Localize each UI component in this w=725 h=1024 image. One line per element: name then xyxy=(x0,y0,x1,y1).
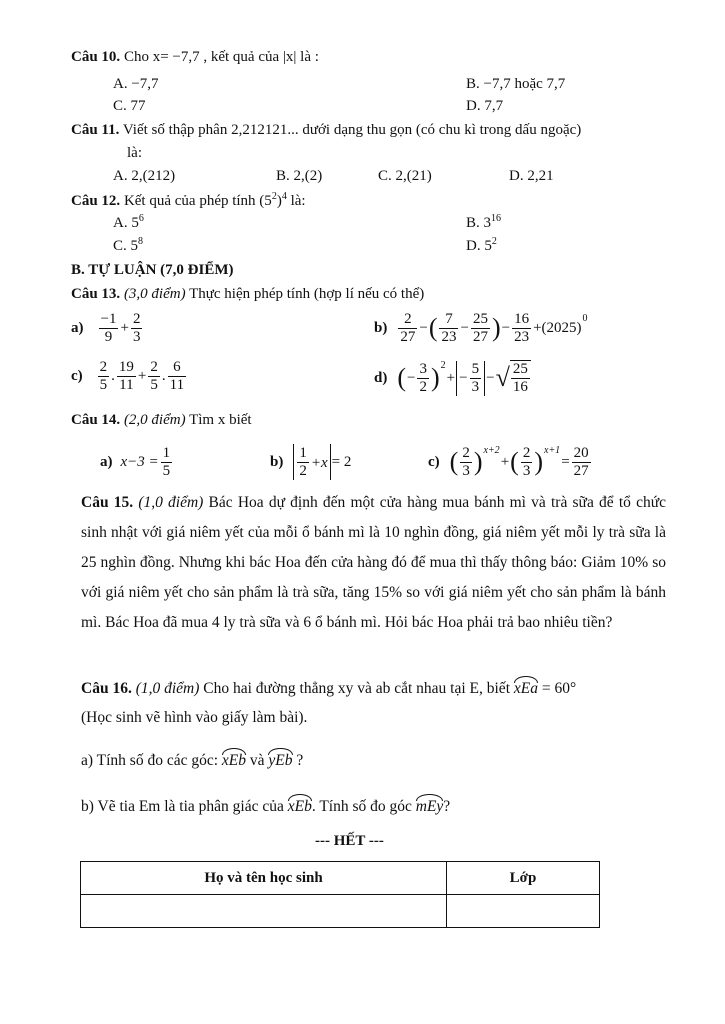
q13c-frac4-den: 11 xyxy=(169,376,185,393)
q13b-paren-close: ) xyxy=(491,313,501,342)
q13c-dot1: . xyxy=(111,368,115,384)
q14a-frac xyxy=(161,445,173,480)
q13a-frac1-den: 9 xyxy=(104,328,113,345)
q14c-op: + xyxy=(500,454,510,470)
q13d-frac1-den: 2 xyxy=(419,378,427,395)
q16-points: (1,0 điểm) xyxy=(135,680,200,697)
q13b-frac4-den: 23 xyxy=(514,328,530,345)
q13a xyxy=(71,308,143,348)
q11-option-c: C. 2,(21) xyxy=(378,168,432,184)
q13c-frac3 xyxy=(148,359,160,394)
q12-sup1: 2 xyxy=(271,191,277,202)
q13c-frac4 xyxy=(168,359,186,394)
q12-option-a-exp: 6 xyxy=(138,213,144,224)
q13c xyxy=(71,355,187,397)
q13c-frac2-num: 19 xyxy=(118,358,134,375)
q16a-q: ? xyxy=(296,752,304,769)
q13d-frac3-num: 25 xyxy=(512,361,528,377)
radical-icon: √ xyxy=(495,363,510,392)
q13b-op1: − xyxy=(419,320,428,336)
q14-points: (2,0 điểm) xyxy=(123,412,186,428)
q13d-frac1-num: 3 xyxy=(419,360,427,377)
q16a-line xyxy=(81,748,303,770)
q13a-frac2-num: 2 xyxy=(132,310,141,327)
q12-line xyxy=(71,192,306,210)
q12-option-a xyxy=(113,214,144,232)
q14a-frac-num: 1 xyxy=(162,444,171,461)
q12-option-d-exp: 2 xyxy=(491,236,497,247)
q13b-frac1 xyxy=(398,311,417,346)
q14b-abs xyxy=(293,444,330,480)
q11-label: Câu 11. xyxy=(71,122,120,138)
q16-line xyxy=(81,676,576,698)
q14b-rest: +x xyxy=(310,454,328,471)
table-row xyxy=(81,895,600,928)
q12-text-mid: ) xyxy=(276,193,282,209)
table-header-name: Họ và tên học sinh xyxy=(81,862,447,895)
q14c-frac2-num: 2 xyxy=(522,444,531,461)
q14c-expr: ( $\frac{2}{3}$ ) x+2 + ( $\frac{2}{3}$ ) x+1 = $\frac{20}{27}$ xyxy=(449,444,589,479)
q12-text-after: là: xyxy=(286,193,306,209)
q13a-frac1-num: −1 xyxy=(100,310,117,327)
q12-option-c xyxy=(113,237,143,255)
q12-label: Câu 12. xyxy=(71,193,121,209)
q13b-frac4 xyxy=(512,311,531,346)
table-header-class: Lớp xyxy=(447,862,600,895)
q16b-angle2: mEy xyxy=(416,794,444,816)
q13d-abs xyxy=(456,361,485,396)
q13c-frac1 xyxy=(98,359,110,394)
q14b-frac xyxy=(297,445,309,480)
q16b-text: b) Vẽ tia Em là tia phân giác của xyxy=(81,798,284,815)
q13b-op3: − xyxy=(501,320,511,336)
q13d-neg2: − xyxy=(459,370,468,386)
q12-option-c-letter: C. xyxy=(113,238,127,254)
q13c-frac3-den: 5 xyxy=(150,376,158,393)
q12-option-d-base: 5 xyxy=(484,238,492,254)
q13b-frac1-den: 27 xyxy=(400,328,416,345)
q13b-frac2 xyxy=(439,311,458,346)
q13-points: (3,0 điểm) xyxy=(123,286,186,302)
q13b-op2: − xyxy=(460,320,469,336)
q10-option-d: D. 7,7 xyxy=(466,98,504,114)
q14a-frac-den: 5 xyxy=(162,462,171,479)
q14c-paren1-close: ) xyxy=(473,447,483,476)
q14c-frac2-den: 3 xyxy=(522,462,531,479)
q13b-frac2-den: 23 xyxy=(441,328,457,345)
q13a-expr xyxy=(98,311,144,346)
q13b-label: b) xyxy=(374,320,388,336)
q13c-op: + xyxy=(137,368,147,384)
q13d-frac3 xyxy=(511,361,530,396)
q14b xyxy=(270,440,351,484)
q16b-mid: . Tính số đo góc xyxy=(311,798,412,815)
q10-option-b: B. −7,7 hoặc 7,7 xyxy=(466,76,566,92)
q12-option-c-base: 5 xyxy=(130,238,139,254)
q13c-frac2-den: 11 xyxy=(119,376,134,393)
q13b-expr: $\frac{2}{27}$ − ( $\frac{7}{23}$ − $\frac{25}{27}$ ) − $\frac{16}{23}$ +(2025) 0 xyxy=(400,310,588,345)
q13d-sqrt xyxy=(496,360,531,396)
q13a-op: + xyxy=(120,320,129,336)
q13b-paren-open: ( xyxy=(428,313,438,342)
q13c-frac2 xyxy=(117,359,136,394)
q13c-frac4-num: 6 xyxy=(168,359,186,377)
q12-option-b-exp: 16 xyxy=(491,213,502,224)
q15-paragraph xyxy=(81,488,666,638)
q13d-label: d) xyxy=(374,370,388,386)
q14a-label: a) xyxy=(100,454,113,470)
q12-option-b xyxy=(466,214,501,232)
q13c-frac1-den: 5 xyxy=(99,376,108,393)
q14c-frac3-den: 27 xyxy=(573,462,589,479)
q14b-label: b) xyxy=(270,454,284,470)
q15-points: (1,0 điểm) xyxy=(138,494,204,511)
q16a-and: và xyxy=(249,752,265,769)
q13d-neg: − xyxy=(407,370,416,386)
q13a-frac2-den: 3 xyxy=(132,328,141,345)
q12-sup2: 4 xyxy=(281,191,287,202)
q10-option-c: C. 77 xyxy=(113,98,146,114)
q11-option-d: D. 2,21 xyxy=(509,168,554,184)
q13b-frac3-num: 25 xyxy=(472,310,488,327)
q13c-frac1-num: 2 xyxy=(99,358,108,375)
q12-option-a-letter: A. xyxy=(113,215,128,231)
q11-option-a: A. 2,(212) xyxy=(113,168,176,184)
q13a-label: a) xyxy=(71,320,84,336)
q16a-angle1: xEb xyxy=(222,748,246,770)
q14c-frac1-den: 3 xyxy=(462,462,470,479)
q13c-frac3-num: 2 xyxy=(150,358,158,375)
q16-angle-value: = 60° xyxy=(541,680,577,697)
q10-label: Câu 10. xyxy=(71,49,121,65)
q13d-frac2-den: 3 xyxy=(471,378,480,395)
q14-label: Câu 14. xyxy=(71,412,121,428)
q16b-angle1: xEb xyxy=(288,794,312,816)
q14b-frac-num: 1 xyxy=(299,445,307,461)
q13b-frac1-num: 2 xyxy=(398,311,417,329)
q13b xyxy=(374,308,588,348)
q13c-label: c) xyxy=(71,368,83,384)
q13c-expr xyxy=(97,359,187,394)
table-header-row xyxy=(81,862,600,895)
q16-angle-given: xEa xyxy=(514,676,538,698)
q10-line xyxy=(71,48,319,66)
q13b-frac2-num: 7 xyxy=(439,311,458,329)
q12-option-b-base: 3 xyxy=(483,215,492,231)
q11-text: Viết số thập phân 2,212121... dưới dạng thu gọn (có chu kì trong dấu ngoặc) xyxy=(122,122,582,138)
q14-text: Tìm x biết xyxy=(189,412,252,428)
q13d xyxy=(374,355,531,401)
q13d-op1: + xyxy=(446,370,456,386)
q14b-expr xyxy=(293,444,351,480)
q13b-frac4-num: 16 xyxy=(514,310,530,327)
q13a-frac2 xyxy=(131,311,143,346)
q16-text: Cho hai đường thẳng xy và ab cắt nhau tại E, biết xyxy=(203,680,510,697)
q14c-frac3 xyxy=(572,445,591,480)
q14c-frac1 xyxy=(460,445,472,480)
q14b-frac-den: 2 xyxy=(299,463,307,479)
q14a xyxy=(100,440,173,484)
q14b-rhs: = 2 xyxy=(331,454,352,470)
q13b-frac3-den: 27 xyxy=(472,328,488,345)
q13-text: Thực hiện phép tính (hợp lí nếu có thể) xyxy=(189,286,425,302)
q14-line xyxy=(71,411,252,429)
q14c-paren2-close: ) xyxy=(534,447,543,476)
q16a-angle2: yEb xyxy=(268,748,292,770)
q15-label: Câu 15. xyxy=(81,494,134,511)
q14c-frac2 xyxy=(521,445,533,480)
q15-text: Bác Hoa dự định đến một cửa hàng mua bánh mì và trà sữa để tổ chức sinh nhật với giá niêm yết của mỗi ổ bánh mì là 10 nghìn đồng, giá niêm yết mỗi ly trà sữa là 25 nghìn đồng. Nhưng khi bác Hoa đến cửa hàng đó để mua thì thấy thông báo: Giảm 10% so với giá niêm yết cho sản phẩm là trà sữa, tăng 15% so với giá niêm yết cho sản phẩm là bánh mì. Bác Hoa đã mua 4 ly trà sữa và 6 ổ bánh mì. Hỏi bác Hoa phải trả bao nhiêu tiền? xyxy=(81,494,666,631)
q14c-label: c) xyxy=(428,454,440,470)
q14c xyxy=(428,438,592,486)
q13-label: Câu 13. xyxy=(71,286,121,302)
q12-text-before: Kết quả của phép tính (5 xyxy=(123,193,272,209)
q10-option-a: A. −7,7 xyxy=(113,76,159,92)
q14c-paren1-open: ( xyxy=(449,447,459,476)
q11-line xyxy=(71,121,581,139)
q14c-paren2-open: ( xyxy=(510,447,519,476)
q16a-text: a) Tính số đo các góc: xyxy=(81,752,219,769)
student-class-cell[interactable] xyxy=(447,895,600,928)
q14a-expr xyxy=(121,445,174,480)
q13d-frac3-den: 16 xyxy=(512,379,528,395)
q14a-lhs: x−3 = xyxy=(120,454,159,470)
q13d-paren-open: ( xyxy=(397,363,407,392)
q16-label: Câu 16. xyxy=(81,680,132,697)
q12-option-d-letter: D. xyxy=(466,238,481,254)
q14c-eq: = xyxy=(561,454,570,470)
q16b-line xyxy=(81,794,450,816)
q14c-frac3-num: 20 xyxy=(573,444,589,461)
q13d-paren-close: ) xyxy=(430,363,440,392)
student-name-cell[interactable] xyxy=(81,895,447,928)
end-marker: --- HẾT --- xyxy=(315,833,384,849)
q14c-frac1-num: 2 xyxy=(462,444,470,461)
q13d-op2: − xyxy=(486,370,495,386)
q11-text2: là: xyxy=(127,145,142,161)
q13b-frac3 xyxy=(471,311,490,346)
q12-option-b-letter: B. xyxy=(466,215,480,231)
q13a-frac1 xyxy=(99,311,119,346)
q10-text: Cho x= −7,7 , kết quả của |x| là : xyxy=(123,49,319,65)
q12-option-d xyxy=(466,237,497,255)
q11-option-b: B. 2,(2) xyxy=(276,168,323,184)
q13b-tail: +(2025) xyxy=(533,320,582,336)
q12-option-c-exp: 8 xyxy=(138,236,144,247)
q13d-frac2-num: 5 xyxy=(471,360,480,377)
q16-note: (Học sinh vẽ hình vào giấy làm bài). xyxy=(81,709,308,726)
q13d-frac2 xyxy=(470,361,482,396)
q13c-dot2: . xyxy=(161,368,166,384)
q13d-expr: ( − $\frac{3}{2}$ ) 2 + − $\frac{5}{3}$ − √ $\frac{25}{16}$ xyxy=(397,360,531,396)
q16b-q: ? xyxy=(443,798,451,815)
student-info-table xyxy=(80,861,600,928)
q13-line xyxy=(71,285,424,303)
q13d-frac1 xyxy=(417,361,429,396)
part-b-title: B. TỰ LUẬN (7,0 ĐIỂM) xyxy=(71,262,234,278)
q12-option-a-base: 5 xyxy=(131,215,139,231)
